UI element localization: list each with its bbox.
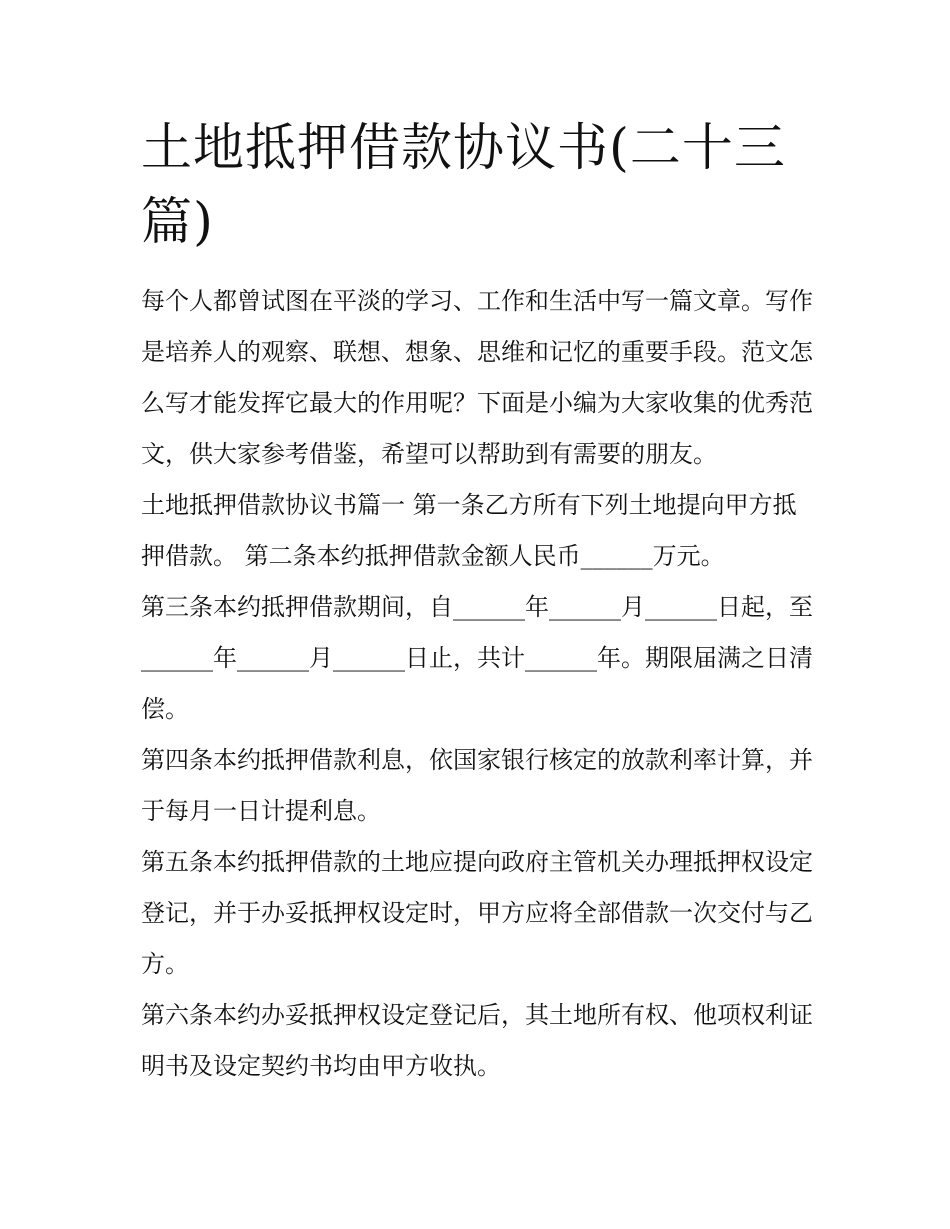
article-1-2-paragraph: 土地抵押借款协议书篇一 第一条乙方所有下列土地提向甲方抵押借款。 第二条本约抵押借款金额人民币______万元。 xyxy=(141,491,797,570)
document-body xyxy=(141,276,813,1092)
article-3-paragraph: 第三条本约抵押借款期间，自______年______月______日起，至______年______月______日止，共计______年。期限届满之日清偿。 xyxy=(141,593,813,723)
article-6-paragraph: 第六条本约办妥抵押权设定登记后，其土地所有权、他项权利证明书及设定契约书均由甲方收执。 xyxy=(141,1001,813,1080)
article-4-paragraph: 第四条本约抵押借款利息，依国家银行核定的放款利率计算，并于每月一日计提利息。 xyxy=(141,746,813,825)
document-title: 土地抵押借款协议书(二十三篇) xyxy=(141,119,786,252)
intro-paragraph: 每个人都曾试图在平淡的学习、工作和生活中写一篇文章。写作是培养人的观察、联想、想象、思维和记忆的重要手段。范文怎么写才能发挥它最大的作用呢？下面是小编为大家收集的优秀范文，供大家参考借鉴，希望可以帮助到有需要的朋友。 xyxy=(141,287,813,468)
article-5-paragraph: 第五条本约抵押借款的土地应提向政府主管机关办理抵押权设定登记，并于办妥抵押权设定时，甲方应将全部借款一次交付与乙方。 xyxy=(141,848,813,978)
